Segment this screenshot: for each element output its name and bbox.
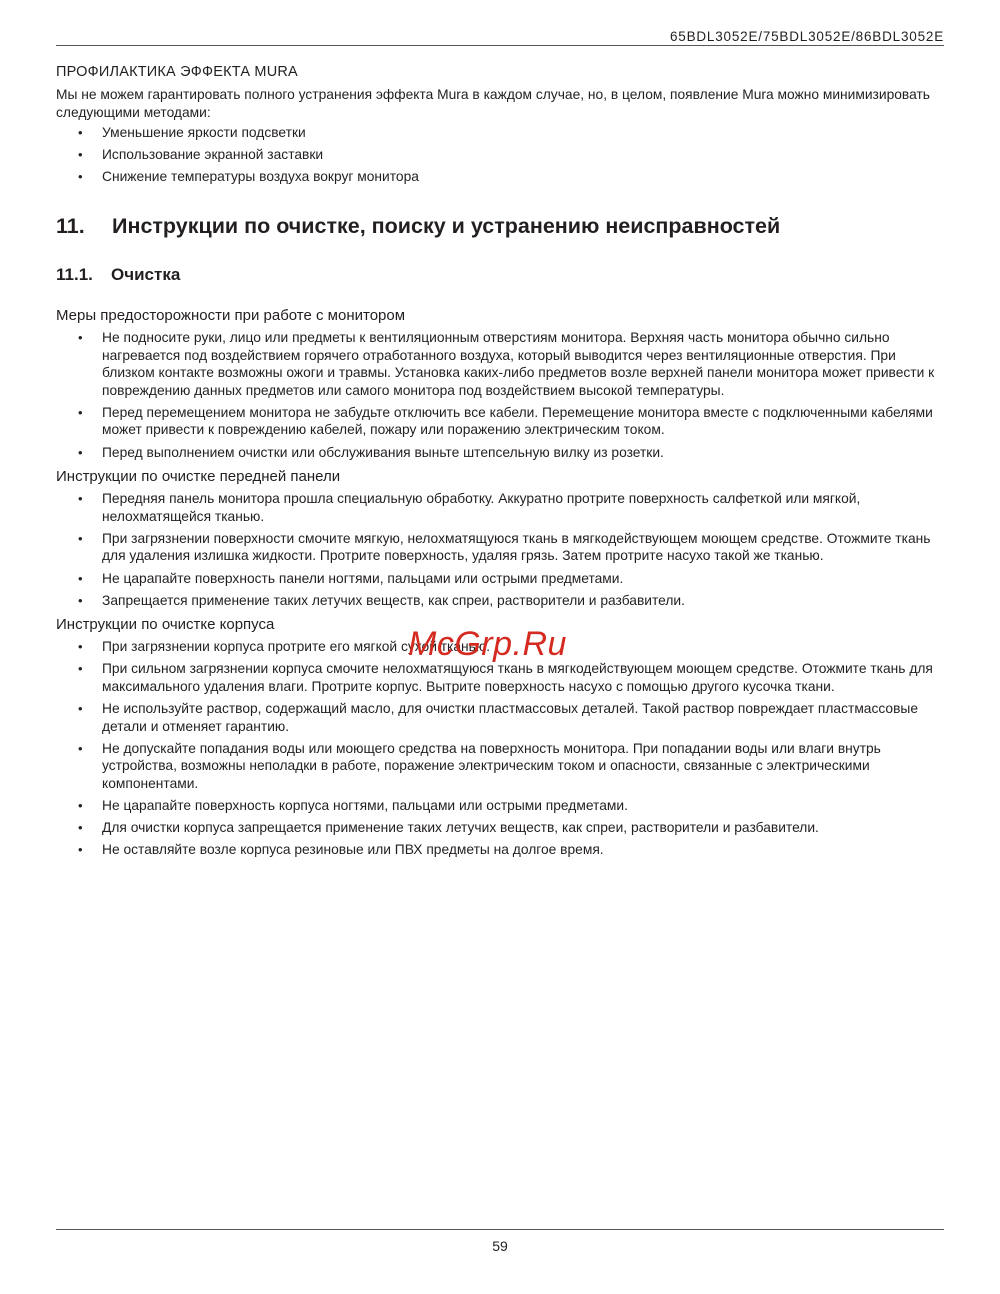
list-item: • При загрязнении корпуса протрите его мягкой сухой тканью. [78,639,491,655]
bullet-icon: • [78,700,83,716]
list-item: • Перед выполнением очистки или обслуживания выньте штепсельную вилку из розетки. [78,444,664,460]
list-item: • Запрещается применение таких летучих веществ, как спреи, растворители и разбавители. [78,592,685,608]
bullet-icon: • [78,797,83,813]
mura-title: ПРОФИЛАКТИКА ЭФФЕКТА MURA [56,64,298,80]
list-item: • Использование экранной заставки [78,147,324,163]
list-item: • Снижение температуры воздуха вокруг монитора [78,169,419,185]
list-item: • Не царапайте поверхность корпуса ногтями, пальцами или острыми предметами. [78,797,628,813]
bullet-icon: • [78,169,83,185]
section-heading [56,265,944,285]
list-item: • Не царапайте поверхность панели ногтями, пальцами или острыми предметами. [78,570,624,586]
list-item: • Уменьшение яркости подсветки [78,125,306,141]
bullet-icon: • [78,147,83,163]
page-number: 59 [492,1238,508,1254]
bullet-icon: • [78,570,83,586]
bullet-icon: • [78,592,83,608]
bullet-icon: • [78,820,83,836]
mura-intro: Мы не можем гарантировать полного устранения эффекта Mura в каждом случае, но, в целом, появление Mura можно минимизировать следующими методами: [56,87,930,120]
casing-list [56,638,944,859]
list-item: • При сильном загрязнении корпуса смочите нелохматящуюся ткань в мягкодействующем моющем средстве. Отожмите ткань для максимального удаления влаги. Протрите корпус. Вытрите поверхность насухо с помощью другого кусочка ткани. [78,661,933,694]
front-panel-list [56,490,944,609]
bullet-icon: • [78,530,83,546]
casing-title: Инструкции по очистке корпуса [56,616,275,634]
section-number: 11.1. [56,264,93,284]
bullet-icon: • [78,661,83,677]
list-item: • Перед перемещением монитора не забудьте отключить все кабели. Перемещение монитора вместе с подключенными кабелями может привести к повреждению кабелей, пожару или поражению электрическим током. [78,404,933,438]
list-item: • Для очистки корпуса запрещается применение таких летучих веществ, как спреи, растворители и разбавители. [78,820,819,836]
footer-rule [56,1229,944,1230]
watermark: McGrp.Ru [408,625,567,663]
precautions-list [56,329,944,461]
bullet-icon: • [78,491,83,507]
list-item: • При загрязнении поверхности смочите мягкую, нелохматящуюся ткань в мягкодействующем моющем средстве. Отожмите ткань для удаления излишка жидкости. Протрите поверхность, удаляя грязь. Затем протрите насухо такой же тканью. [78,530,931,564]
chapter-title: Инструкции по очистке, поиску и устранению неисправностей [112,213,781,238]
bullet-icon: • [78,740,83,756]
chapter-heading [56,214,944,239]
precautions-title: Меры предосторожности при работе с монитором [56,306,406,324]
chapter-number: 11. [56,213,85,238]
front-panel-title: Инструкции по очистке передней панели [56,468,341,486]
header-rule [56,45,944,46]
list-item: • Не используйте раствор, содержащий масло, для очистки пластмассовых деталей. Такой раствор повреждает пластмассовые детали и отменяет гарантию. [78,700,919,734]
list-item: • Не подносите руки, лицо или предметы к вентиляционным отверстиям монитора. Верхняя часть монитора обычно сильно нагревается под воздействием горячего отработанного воздуха, который выводится через вентиляционные отверстия. При близком контакте возможны ожоги и травмы. Установка каких-либо предметов возле верхней панели монитора может привести к повреждению данных предметов или самого монитора под воздействием высокой температуры. [78,329,935,398]
section-title: Очистка [111,264,181,284]
bullet-icon: • [78,329,83,345]
bullet-icon: • [78,404,83,420]
bullet-icon: • [78,444,83,460]
list-item: • Передняя панель монитора прошла специальную обработку. Аккуратно протрите поверхность салфеткой или мягкой, нелохматящейся тканью. [78,491,861,524]
model-header: 65BDL3052E/75BDL3052E/86BDL3052E [669,29,944,44]
list-item: • Не допускайте попадания воды или моющего средства на поверхность монитора. При попадании воды или влаги внутрь устройства, возможны неполадки в работе, поражение электрическим током и опасности, связанные с электрическими компонентами. [78,740,881,791]
bullet-icon: • [78,842,83,858]
mura-list [56,124,944,186]
bullet-icon: • [78,125,83,141]
list-item: • Не оставляйте возле корпуса резиновые или ПВХ предметы на долгое время. [78,842,604,858]
page-content [56,64,944,863]
bullet-icon: • [78,639,83,655]
